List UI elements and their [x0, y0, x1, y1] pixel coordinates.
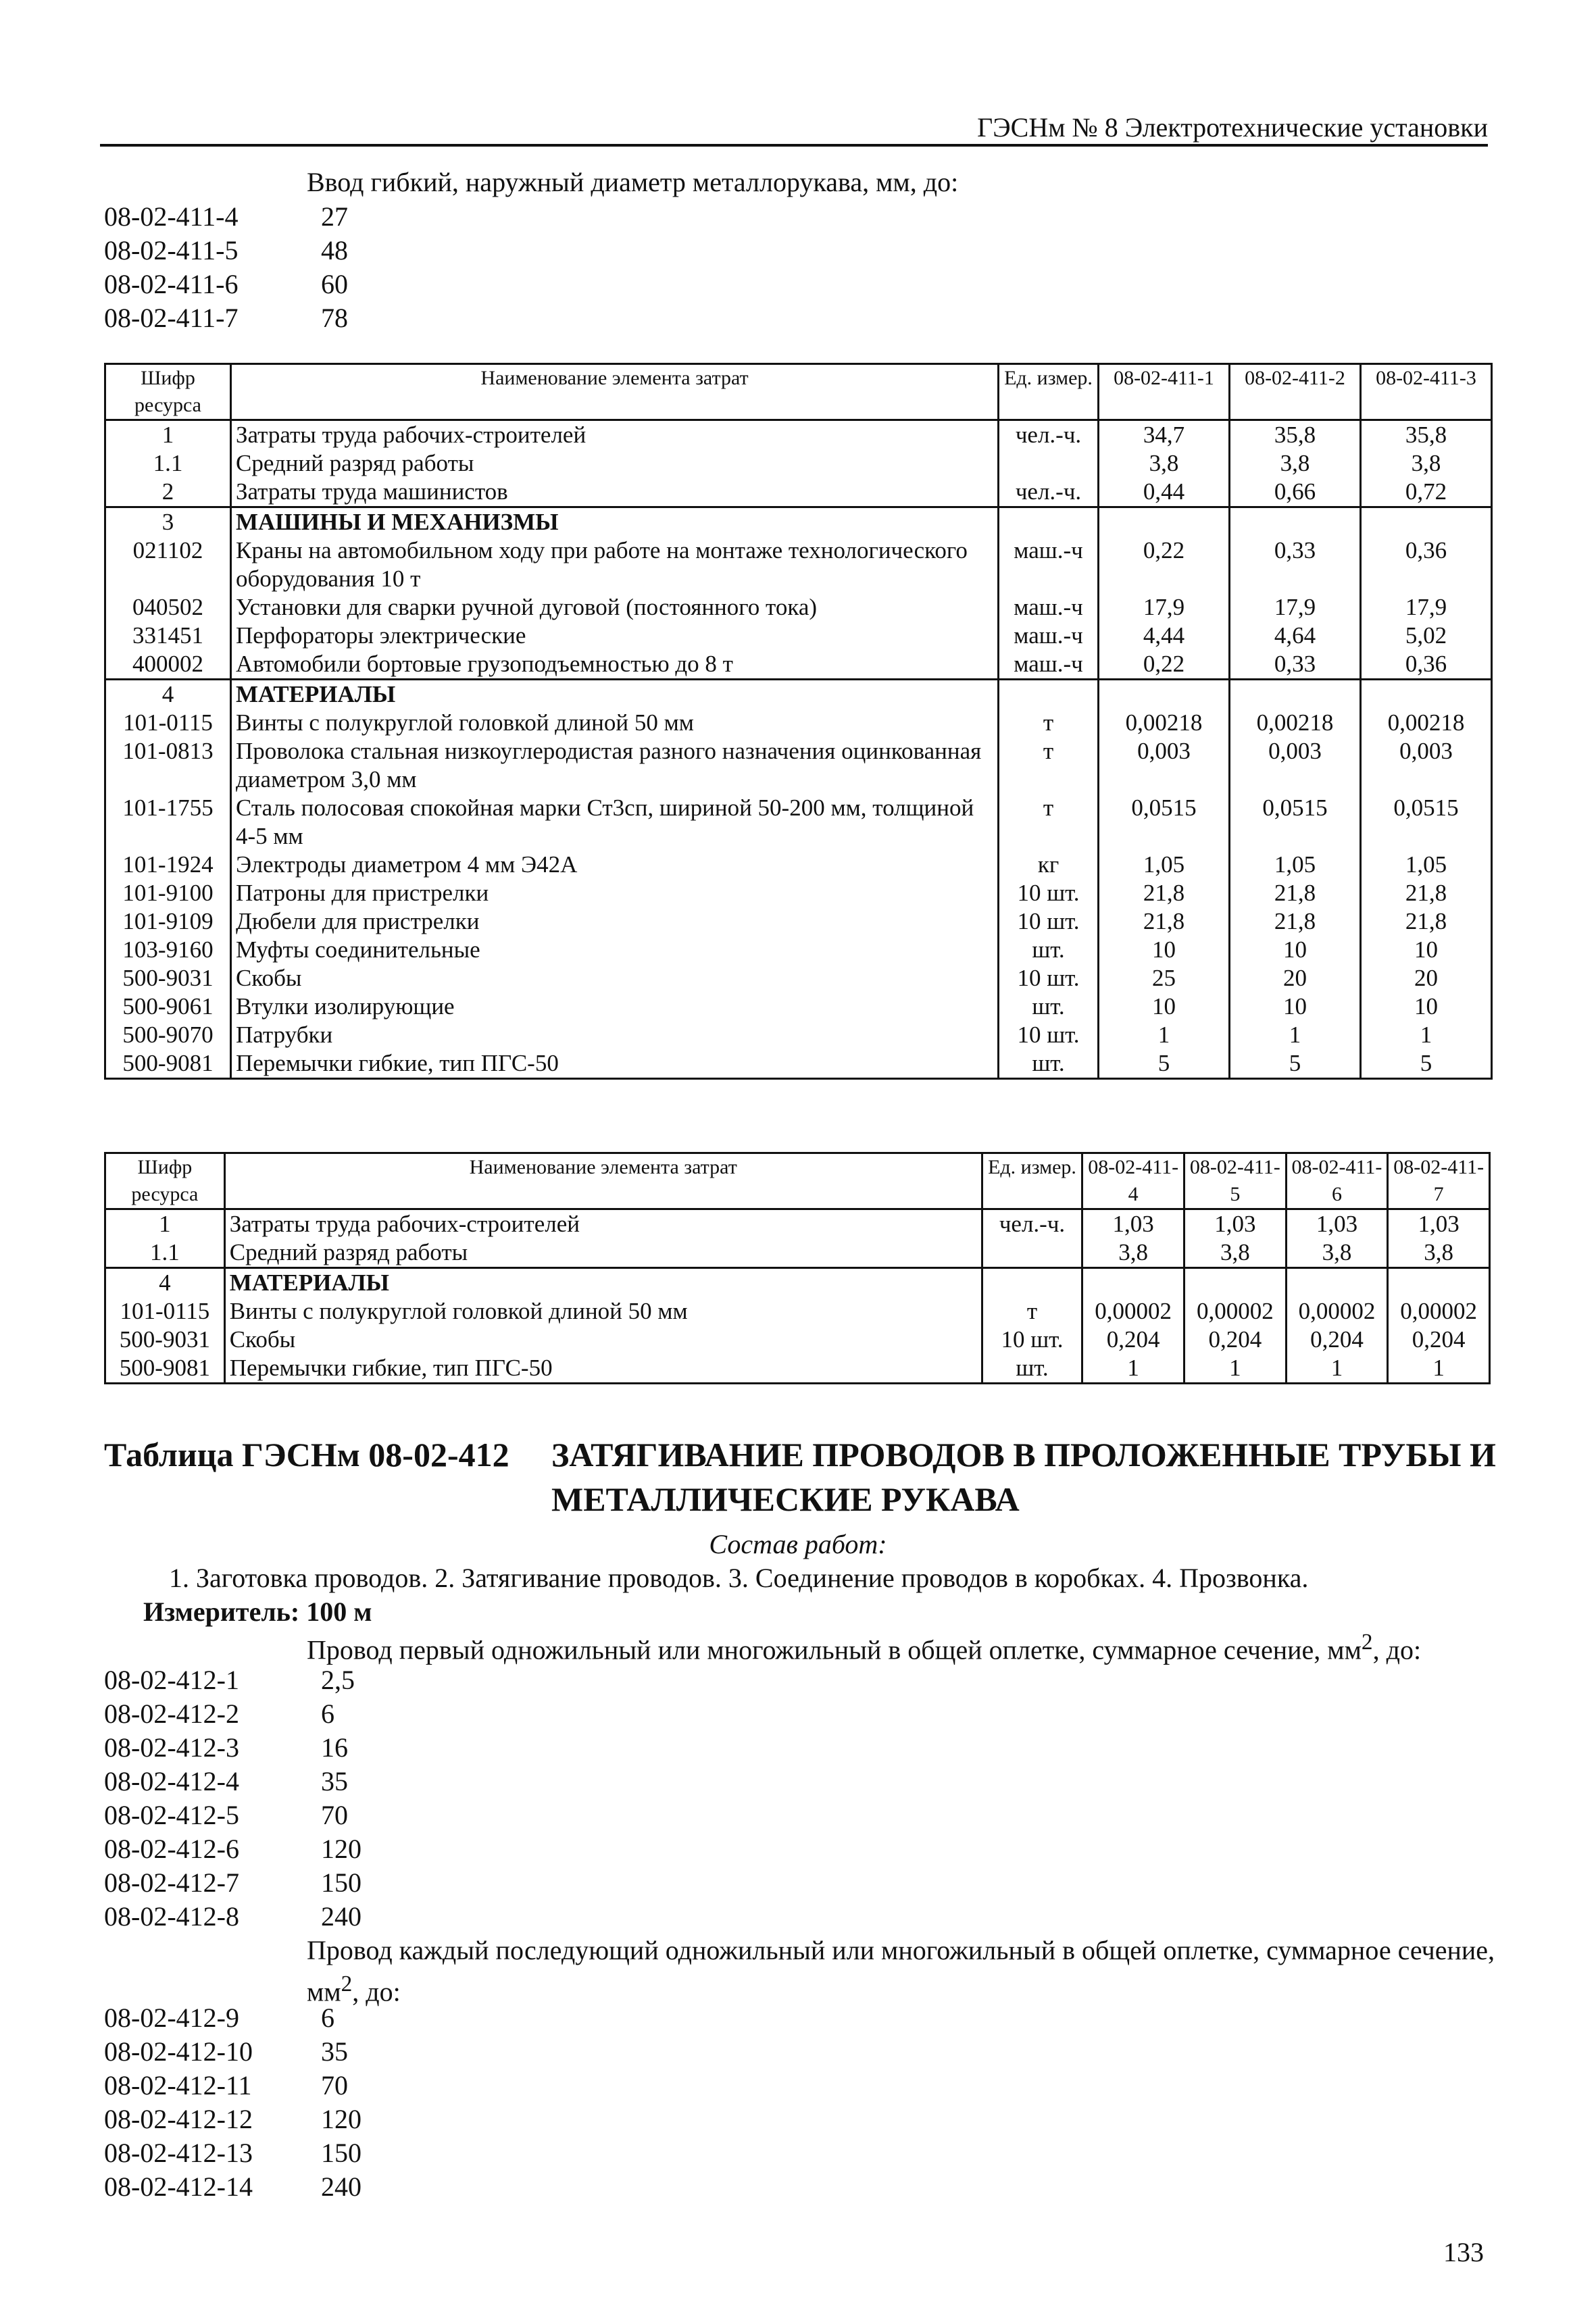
description-first-wire	[307, 1630, 1421, 1665]
cell-unit: чел.-ч.	[982, 1209, 1082, 1239]
cell-value: 1	[1082, 1354, 1184, 1384]
section-row	[105, 1268, 1490, 1298]
norm-value: 70	[321, 2070, 348, 2101]
cell-value: 35,8	[1230, 420, 1361, 450]
norm-value: 60	[321, 269, 348, 299]
cell-value: 0,00002	[1184, 1297, 1286, 1326]
section-row	[105, 507, 1492, 537]
cell-value: 0,0515	[1099, 794, 1230, 851]
cell-value: 10	[1361, 936, 1492, 964]
cell-value: 1,03	[1388, 1209, 1490, 1239]
cell-name: Краны на автомобильном ходу при работе на монтаже технологического оборудования 10 т	[231, 536, 999, 593]
norm-code: 08-02-412-1	[104, 1665, 239, 1695]
cell-code: 1	[105, 420, 231, 450]
cell-code: 500-9061	[105, 992, 231, 1021]
table-row	[105, 1209, 1490, 1239]
cell-unit: чел.-ч.	[999, 420, 1099, 450]
cell-value: 0,00002	[1388, 1297, 1490, 1326]
cell-value	[1082, 1268, 1184, 1298]
cell-value: 0,33	[1230, 536, 1361, 593]
cell-value: 1	[1361, 1021, 1492, 1049]
table-row	[105, 1354, 1490, 1384]
cell-value: 21,8	[1230, 879, 1361, 907]
cell-name: Винты с полукруглой головкой длиной 50 мм	[231, 709, 999, 737]
cell-value	[1099, 680, 1230, 709]
cell-code: 4	[105, 1268, 225, 1298]
norm-code: 08-02-412-14	[104, 2171, 253, 2202]
cell-code: 101-9100	[105, 879, 231, 907]
cell-value: 0,33	[1230, 650, 1361, 680]
cell-value: 0,204	[1286, 1326, 1388, 1354]
cell-value	[1230, 507, 1361, 537]
norm-code: 08-02-412-12	[104, 2104, 253, 2134]
table-row	[105, 1049, 1492, 1079]
cell-value: 0,72	[1361, 478, 1492, 507]
table-row	[105, 737, 1492, 794]
cell-name: Средний разряд работы	[224, 1238, 982, 1268]
cell-value: 0,00002	[1082, 1297, 1184, 1326]
page-number: 133	[1443, 2237, 1484, 2267]
cell-unit: 10 шт.	[999, 1021, 1099, 1049]
code-row	[104, 301, 348, 335]
table-header-row	[105, 1153, 1490, 1209]
norm-value: 78	[321, 303, 348, 333]
code-row	[104, 1731, 361, 1765]
cell-value: 21,8	[1099, 879, 1230, 907]
norm-value: 35	[321, 1766, 348, 1796]
cell-value: 5	[1099, 1049, 1230, 1079]
cell-value: 0,204	[1388, 1326, 1490, 1354]
cell-value: 35,8	[1361, 420, 1492, 450]
code-row	[104, 2001, 361, 2035]
table-row	[105, 449, 1492, 478]
intro-description: Ввод гибкий, наружный диаметр металлорукава, мм, до:	[307, 167, 959, 197]
description-next-wire	[307, 1934, 1496, 2009]
cell-value: 1,05	[1099, 851, 1230, 879]
desc2-end: , до:	[352, 1976, 401, 2007]
cell-unit: шт.	[999, 992, 1099, 1021]
cell-value: 0,204	[1184, 1326, 1286, 1354]
norm-value: 6	[321, 2003, 334, 2033]
running-header: ГЭСНм № 8 Электротехнические установки	[977, 112, 1488, 143]
cell-value: 10	[1230, 992, 1361, 1021]
section-row	[105, 680, 1492, 709]
cell-code: 021102	[105, 536, 231, 593]
cell-unit: 10 шт.	[999, 907, 1099, 936]
cell-value: 10	[1230, 936, 1361, 964]
cell-value: 3,8	[1184, 1238, 1286, 1268]
table-row	[105, 1238, 1490, 1268]
cell-value	[1361, 680, 1492, 709]
header-col-1: 08-02-411-4	[1082, 1153, 1184, 1209]
cell-unit	[999, 680, 1099, 709]
cell-name: МАТЕРИАЛЫ	[231, 680, 999, 709]
cell-code: 1	[105, 1209, 225, 1239]
cell-value: 1	[1184, 1354, 1286, 1384]
cell-name: Средний разряд работы	[231, 449, 999, 478]
table-row	[105, 709, 1492, 737]
cell-value: 4,64	[1230, 622, 1361, 650]
norm-code: 08-02-412-10	[104, 2036, 253, 2067]
code-row	[104, 1866, 361, 1900]
norm-value: 27	[321, 201, 348, 232]
cell-value: 21,8	[1230, 907, 1361, 936]
norm-code: 08-02-411-6	[104, 269, 239, 299]
table-row	[105, 622, 1492, 650]
table-row	[105, 851, 1492, 879]
section-title: ЗАТЯГИВАНИЕ ПРОВОДОВ В ПРОЛОЖЕННЫЕ ТРУБЫ И МЕТАЛЛИЧЕСКИЕ РУКАВА	[551, 1436, 1496, 1518]
cell-unit: шт.	[999, 936, 1099, 964]
cell-value: 1,03	[1286, 1209, 1388, 1239]
cell-value: 0,003	[1099, 737, 1230, 794]
cell-unit	[999, 449, 1099, 478]
norm-code: 08-02-412-2	[104, 1699, 239, 1729]
cell-unit: шт.	[999, 1049, 1099, 1079]
cell-value: 1,03	[1082, 1209, 1184, 1239]
norm-code: 08-02-411-4	[104, 201, 239, 232]
header-name: Наименование элемента затрат	[231, 364, 999, 420]
cell-value: 17,9	[1099, 593, 1230, 622]
cell-value: 0,36	[1361, 650, 1492, 680]
table-header-row	[105, 364, 1492, 420]
cell-name: Патроны для пристрелки	[231, 879, 999, 907]
cell-unit: 10 шт.	[982, 1326, 1082, 1354]
table-row	[105, 1326, 1490, 1354]
table-row	[105, 650, 1492, 680]
cell-unit: чел.-ч.	[999, 478, 1099, 507]
norm-value: 240	[321, 2171, 361, 2202]
cell-code: 101-0115	[105, 1297, 225, 1326]
code-row	[104, 1799, 361, 1832]
cell-value: 0,00218	[1361, 709, 1492, 737]
cell-unit: 10 шт.	[999, 879, 1099, 907]
cell-value: 0,66	[1230, 478, 1361, 507]
cell-name: Втулки изолирующие	[231, 992, 999, 1021]
cell-code: 101-9109	[105, 907, 231, 936]
norm-code: 08-02-412-4	[104, 1766, 239, 1796]
norm-value: 150	[321, 2138, 361, 2168]
cell-unit: т	[999, 709, 1099, 737]
cell-unit: маш.-ч	[999, 650, 1099, 680]
cell-unit	[982, 1268, 1082, 1298]
cell-unit: 10 шт.	[999, 964, 1099, 992]
cell-value	[1184, 1268, 1286, 1298]
norm-code: 08-02-412-3	[104, 1732, 239, 1763]
cell-code: 101-0813	[105, 737, 231, 794]
desc1-text: Провод первый одножильный или многожильный в общей оплетке, суммарное сечение, мм	[307, 1634, 1362, 1665]
cell-code: 500-9031	[105, 964, 231, 992]
code-row	[104, 1697, 361, 1731]
table-row	[105, 1021, 1492, 1049]
table-row	[105, 907, 1492, 936]
cell-unit: кг	[999, 851, 1099, 879]
composition-heading: Состав работ:	[709, 1529, 887, 1559]
cell-value	[1388, 1268, 1490, 1298]
cell-name: Скобы	[224, 1326, 982, 1354]
table-row	[105, 936, 1492, 964]
cell-value: 3,8	[1082, 1238, 1184, 1268]
meter-text: Измеритель: 100 м	[143, 1596, 372, 1627]
cell-code: 4	[105, 680, 231, 709]
cell-name: Затраты труда рабочих-строителей	[224, 1209, 982, 1239]
code-row	[104, 268, 348, 301]
cell-name: Затраты труда рабочих-строителей	[231, 420, 999, 450]
cell-unit	[999, 507, 1099, 537]
cell-value	[1286, 1268, 1388, 1298]
cell-unit: т	[999, 794, 1099, 851]
norm-value: 240	[321, 1901, 361, 1932]
code-row	[104, 2136, 361, 2170]
desc2-text: Провод каждый последующий одножильный или многожильный в общей оплетке, суммарное сечение, мм	[307, 1935, 1495, 2007]
desc2-sup: 2	[341, 1971, 353, 1996]
cell-name: Проволока стальная низкоуглеродистая разного назначения оцинкованная диаметром 3,0 мм	[231, 737, 999, 794]
cell-value: 0,22	[1099, 650, 1230, 680]
table-row	[105, 593, 1492, 622]
cell-value: 1,03	[1184, 1209, 1286, 1239]
code-row	[104, 2069, 361, 2103]
cell-code: 103-9160	[105, 936, 231, 964]
norm-value: 70	[321, 1800, 348, 1830]
table-row	[105, 879, 1492, 907]
code-row	[104, 2170, 361, 2204]
cell-name: Винты с полукруглой головкой длиной 50 мм	[224, 1297, 982, 1326]
cell-value: 10	[1361, 992, 1492, 1021]
norm-code: 08-02-412-9	[104, 2003, 239, 2033]
norm-code: 08-02-412-7	[104, 1867, 239, 1898]
cell-value: 20	[1361, 964, 1492, 992]
table-row	[105, 420, 1492, 450]
cell-value: 1,05	[1361, 851, 1492, 879]
cell-unit: маш.-ч	[999, 593, 1099, 622]
header-col-3: 08-02-411-3	[1361, 364, 1492, 420]
code-row	[104, 200, 348, 234]
header-col-1: 08-02-411-1	[1099, 364, 1230, 420]
code-row	[104, 1663, 361, 1697]
norm-code: 08-02-412-13	[104, 2138, 253, 2168]
cell-value: 17,9	[1361, 593, 1492, 622]
cell-value: 0,003	[1361, 737, 1492, 794]
cell-code: 500-9081	[105, 1354, 225, 1384]
first-wire-code-list	[104, 1663, 361, 1934]
cell-name: Сталь полосовая спокойная марки Ст3сп, шириной 50-200 мм, толщиной 4-5 мм	[231, 794, 999, 851]
cell-name: Скобы	[231, 964, 999, 992]
cell-value: 0,003	[1230, 737, 1361, 794]
code-row	[104, 1765, 361, 1799]
cell-code: 101-0115	[105, 709, 231, 737]
cell-code: 400002	[105, 650, 231, 680]
code-row	[104, 2103, 361, 2136]
cell-value: 10	[1099, 992, 1230, 1021]
cell-value: 0,00218	[1099, 709, 1230, 737]
cell-name: МАШИНЫ И МЕХАНИЗМЫ	[231, 507, 999, 537]
norm-value: 6	[321, 1699, 334, 1729]
header-rule	[100, 144, 1488, 147]
cell-value	[1361, 507, 1492, 537]
header-col-2: 08-02-411-2	[1230, 364, 1361, 420]
norm-value: 150	[321, 1867, 361, 1898]
cell-value: 1	[1230, 1021, 1361, 1049]
header-code: Шифр ресурса	[105, 364, 231, 420]
cell-value: 0,36	[1361, 536, 1492, 593]
cell-value	[1230, 680, 1361, 709]
cell-value: 1	[1388, 1354, 1490, 1384]
cell-name: Затраты труда машинистов	[231, 478, 999, 507]
cell-value: 17,9	[1230, 593, 1361, 622]
cell-value: 10	[1099, 936, 1230, 964]
table-row	[105, 964, 1492, 992]
composition-text: 1. Заготовка проводов. 2. Затягивание проводов. 3. Соединение проводов в коробках. 4. Прозвонка.	[169, 1563, 1309, 1593]
cell-value: 1	[1099, 1021, 1230, 1049]
cell-value: 0,0515	[1230, 794, 1361, 851]
cell-name: Патрубки	[231, 1021, 999, 1049]
cell-name: Перфораторы электрические	[231, 622, 999, 650]
norm-value: 120	[321, 1834, 361, 1864]
cell-value: 3,8	[1388, 1238, 1490, 1268]
norm-value: 2,5	[321, 1665, 355, 1695]
header-code: Шифр ресурса	[105, 1153, 225, 1209]
norm-code: 08-02-412-8	[104, 1901, 239, 1932]
table-row	[105, 1297, 1490, 1326]
cell-code: 1.1	[105, 449, 231, 478]
norm-value: 16	[321, 1732, 348, 1763]
table-id: Таблица ГЭСНм 08-02-412	[104, 1436, 509, 1474]
cell-code: 500-9031	[105, 1326, 225, 1354]
header-name: Наименование элемента затрат	[224, 1153, 982, 1209]
code-row	[104, 2035, 361, 2069]
cell-value: 5,02	[1361, 622, 1492, 650]
cell-name: Установки для сварки ручной дуговой (постоянного тока)	[231, 593, 999, 622]
norm-code: 08-02-412-5	[104, 1800, 239, 1830]
cell-value: 0,00218	[1230, 709, 1361, 737]
cell-name: Муфты соединительные	[231, 936, 999, 964]
cell-value: 0,0515	[1361, 794, 1492, 851]
cell-name: Автомобили бортовые грузоподъемностью до 8 т	[231, 650, 999, 680]
cell-unit	[982, 1238, 1082, 1268]
norm-value: 35	[321, 2036, 348, 2067]
cell-code: 1.1	[105, 1238, 225, 1268]
cell-unit: т	[999, 737, 1099, 794]
cell-value: 1	[1286, 1354, 1388, 1384]
cell-value: 3,8	[1230, 449, 1361, 478]
table-row	[105, 794, 1492, 851]
cell-code: 101-1755	[105, 794, 231, 851]
cell-value: 20	[1230, 964, 1361, 992]
cell-value: 3,8	[1361, 449, 1492, 478]
cell-value: 3,8	[1286, 1238, 1388, 1268]
cell-value: 0,22	[1099, 536, 1230, 593]
header-col-4: 08-02-411-7	[1388, 1153, 1490, 1209]
next-wire-code-list	[104, 2001, 361, 2204]
cell-code: 3	[105, 507, 231, 537]
cell-unit: маш.-ч	[999, 536, 1099, 593]
cell-name: Дюбели для пристрелки	[231, 907, 999, 936]
header-unit: Ед. измер.	[999, 364, 1099, 420]
header-col-3: 08-02-411-6	[1286, 1153, 1388, 1209]
cell-value: 3,8	[1099, 449, 1230, 478]
cell-name: Электроды диаметром 4 мм Э42А	[231, 851, 999, 879]
cell-code: 101-1924	[105, 851, 231, 879]
cell-unit: маш.-ч	[999, 622, 1099, 650]
norm-value: 48	[321, 235, 348, 266]
cell-value: 0,204	[1082, 1326, 1184, 1354]
cell-code: 500-9070	[105, 1021, 231, 1049]
norm-value: 120	[321, 2104, 361, 2134]
code-row	[104, 234, 348, 268]
cell-code: 331451	[105, 622, 231, 650]
cell-value: 0,00002	[1286, 1297, 1388, 1326]
desc1-end: , до:	[1372, 1634, 1422, 1665]
cell-value: 5	[1361, 1049, 1492, 1079]
cell-name: Перемычки гибкие, тип ПГС-50	[224, 1354, 982, 1384]
cell-value: 34,7	[1099, 420, 1230, 450]
cell-name: МАТЕРИАЛЫ	[224, 1268, 982, 1298]
table-row	[105, 992, 1492, 1021]
cell-value: 5	[1230, 1049, 1361, 1079]
norm-code: 08-02-412-6	[104, 1834, 239, 1864]
cell-name: Перемычки гибкие, тип ПГС-50	[231, 1049, 999, 1079]
cell-value: 21,8	[1361, 907, 1492, 936]
resource-table-411-1-3	[104, 363, 1493, 1080]
cell-code: 2	[105, 478, 231, 507]
header-unit: Ед. измер.	[982, 1153, 1082, 1209]
table-row	[105, 536, 1492, 593]
header-col-2: 08-02-411-5	[1184, 1153, 1286, 1209]
cell-value	[1099, 507, 1230, 537]
cell-value: 21,8	[1361, 879, 1492, 907]
cell-code: 040502	[105, 593, 231, 622]
table-row	[105, 478, 1492, 507]
desc1-sup: 2	[1361, 1630, 1373, 1655]
cell-value: 21,8	[1099, 907, 1230, 936]
norm-code: 08-02-412-11	[104, 2070, 252, 2101]
code-row	[104, 1900, 361, 1934]
cell-value: 4,44	[1099, 622, 1230, 650]
cell-unit: т	[982, 1297, 1082, 1326]
code-row	[104, 1832, 361, 1866]
intro-code-list	[104, 200, 348, 335]
cell-unit: шт.	[982, 1354, 1082, 1384]
norm-code: 08-02-411-7	[104, 303, 239, 333]
cell-value: 1,05	[1230, 851, 1361, 879]
resource-table-411-4-7	[104, 1152, 1491, 1384]
cell-value: 0,44	[1099, 478, 1230, 507]
norm-code: 08-02-411-5	[104, 235, 239, 266]
cell-value: 25	[1099, 964, 1230, 992]
cell-code: 500-9081	[105, 1049, 231, 1079]
